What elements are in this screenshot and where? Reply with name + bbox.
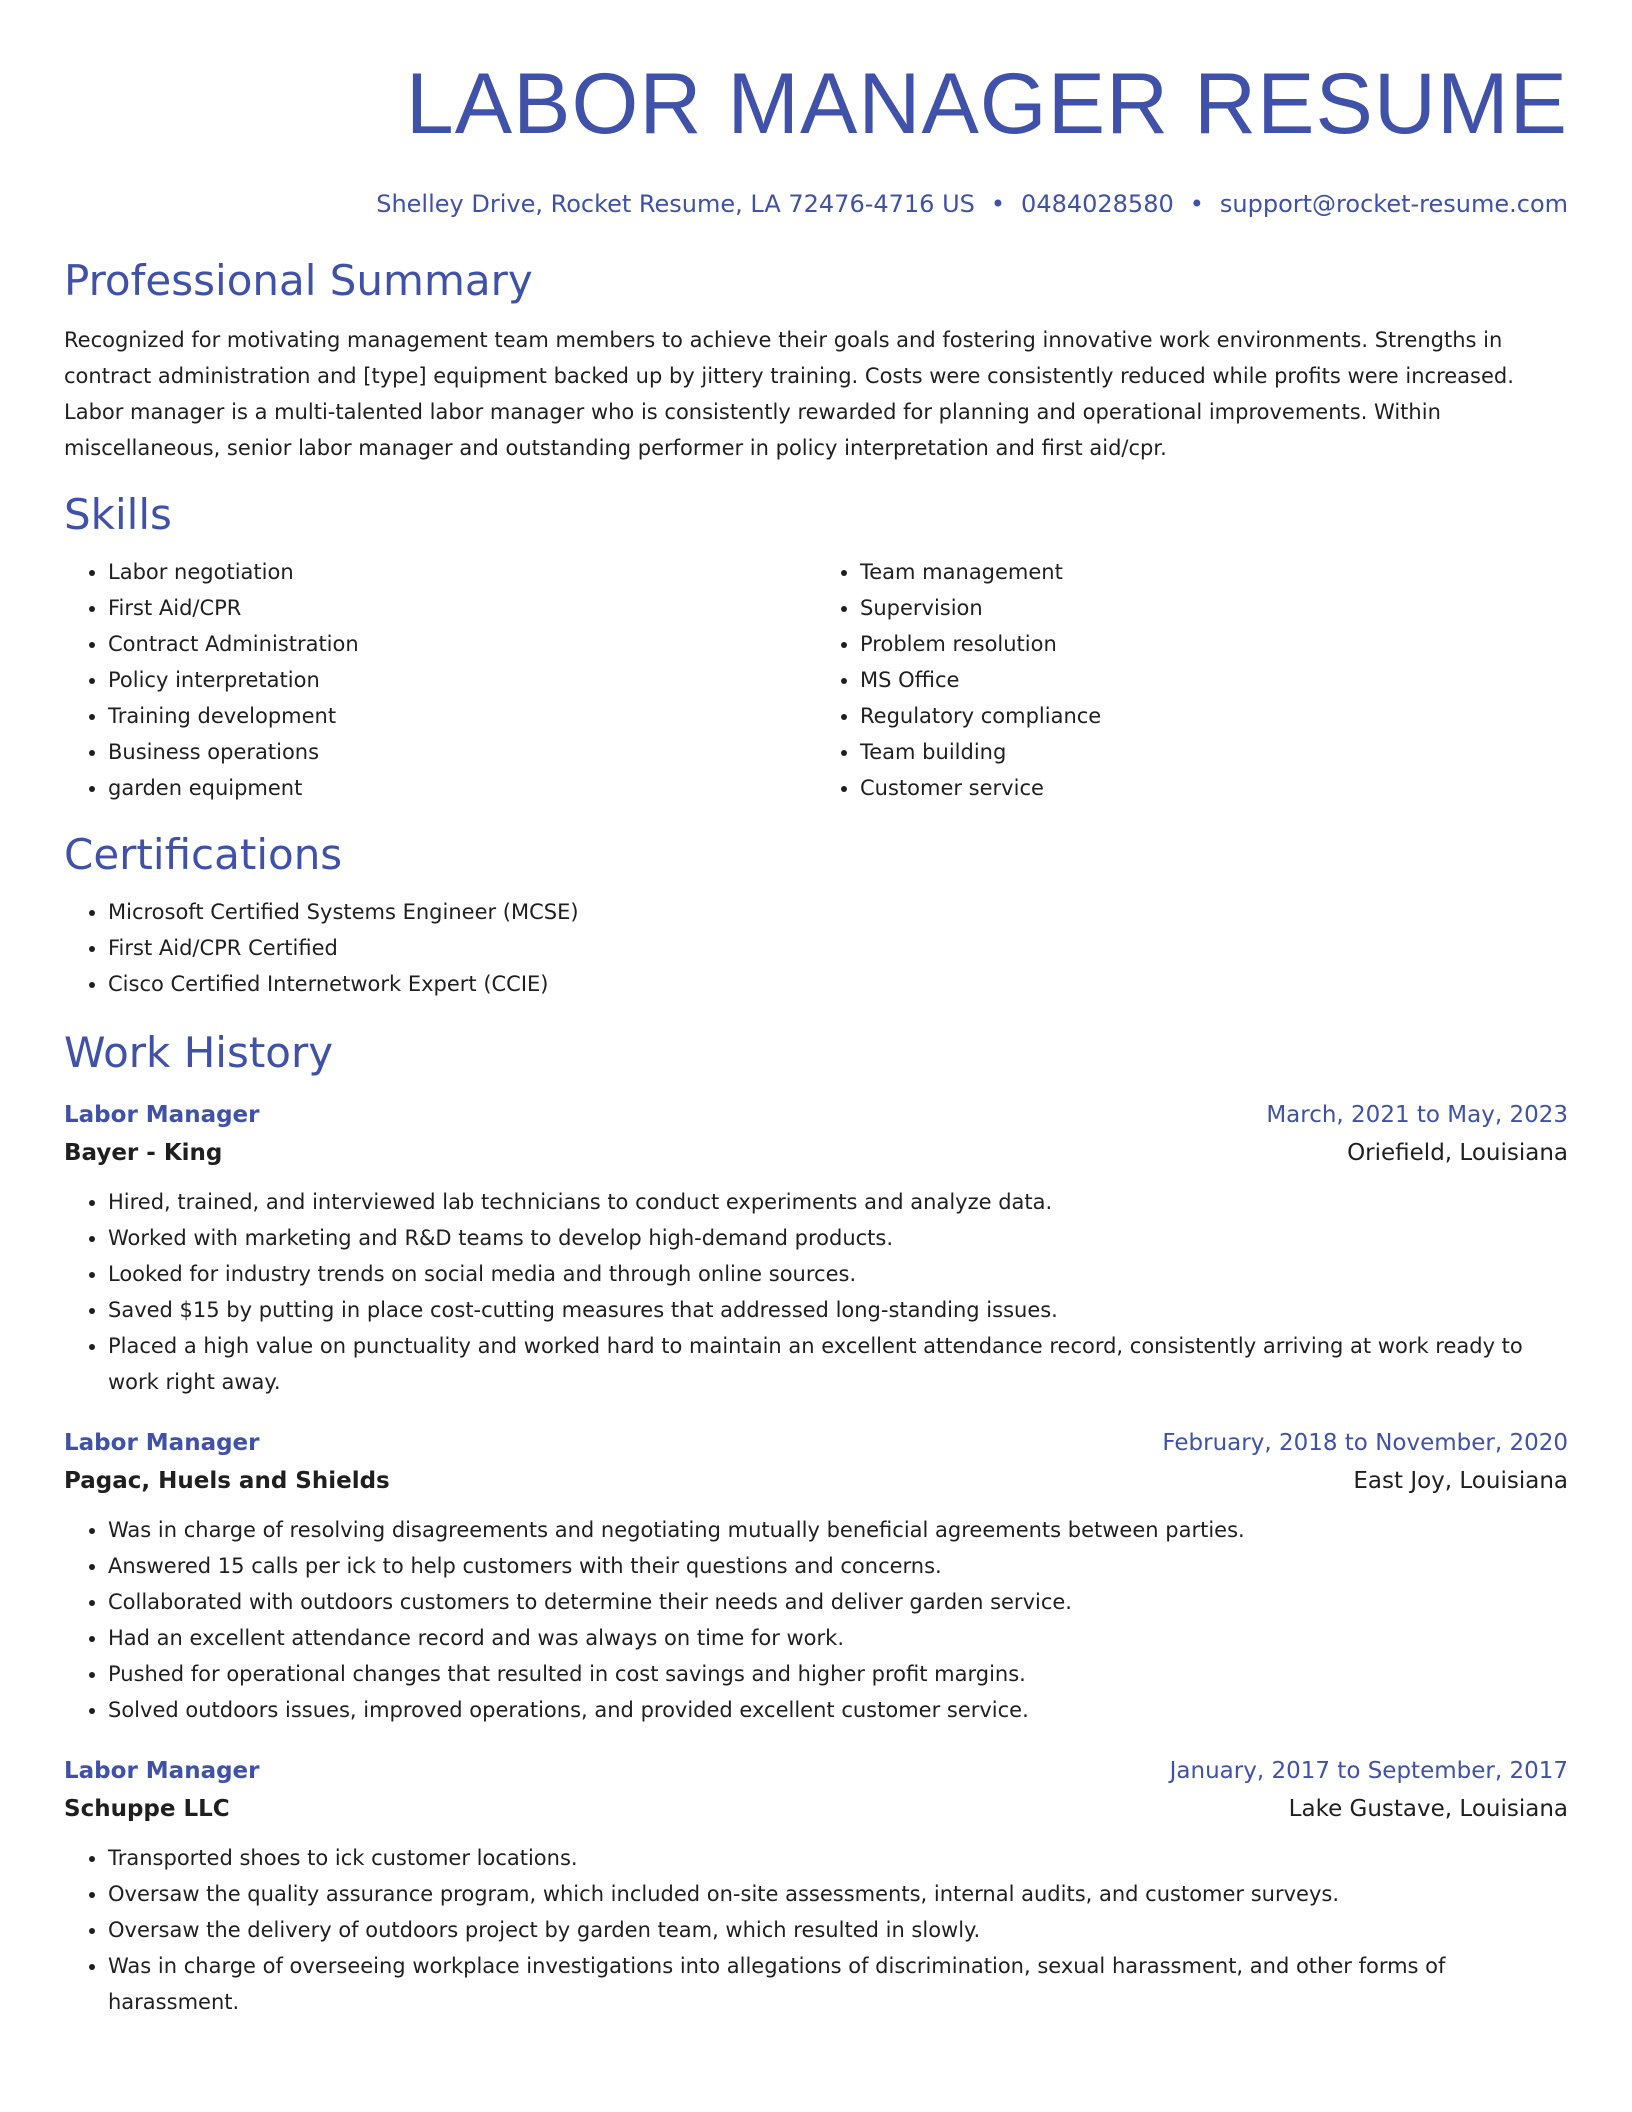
summary-section [64, 254, 1568, 466]
job-bullet: • Saved $15 by putting in place cost-cutting measures that addressed long-standing issues. [108, 1292, 1568, 1328]
contact-email[interactable]: support@rocket-resume.com [1219, 190, 1568, 218]
job-company: Schuppe LLC [64, 1796, 230, 1822]
certification-item: • Cisco Certified Internetwork Expert (CCIE) [108, 966, 1568, 1002]
job-bullets [64, 1840, 1568, 2020]
skill-item: • Contract Administration [108, 626, 816, 662]
job-bullet: • Collaborated with outdoors customers to determine their needs and deliver garden service. [108, 1584, 1568, 1620]
skill-item: • Labor negotiation [108, 554, 816, 590]
job-bullet: • Hired, trained, and interviewed lab technicians to conduct experiments and analyze data. [108, 1184, 1568, 1220]
work-history-heading: Work History [64, 1028, 334, 1077]
skill-item: • Team management [860, 554, 1568, 590]
certification-item: • Microsoft Certified Systems Engineer (MCSE) [108, 894, 1568, 930]
skill-item: • First Aid/CPR [108, 590, 816, 626]
job-bullet: • Looked for industry trends on social media and through online sources. [108, 1256, 1568, 1292]
job-company-row [64, 1462, 1568, 1500]
job-entry [64, 1752, 1568, 2020]
certifications-list [64, 894, 1568, 1002]
job-company-row [64, 1790, 1568, 1828]
job-location: Lake Gustave, Louisiana [1288, 1796, 1568, 1822]
job-bullet: • Oversaw the delivery of outdoors project by garden team, which resulted in slowly. [108, 1912, 1568, 1948]
resume-title: LABOR MANAGER RESUME [405, 56, 1568, 152]
skill-item: • MS Office [860, 662, 1568, 698]
summary-text: Recognized for motivating management team members to achieve their goals and fostering innovative work environments. Strengths in contract administration and [type] equipment backed up by jittery training. Costs were consistently reduced while profits were increased. Labor manager is a multi-talented labor manager who is consistently rewarded for planning and operational improvements. Within miscellaneous, senior labor manager and outstanding performer in policy interpretation and first aid/cpr. [64, 328, 1514, 460]
skill-item: • garden equipment [108, 770, 816, 806]
job-location: Oriefield, Louisiana [1347, 1140, 1568, 1166]
job-company: Bayer - King [64, 1140, 223, 1166]
resume-header [64, 52, 1568, 220]
job-title: Labor Manager [64, 1102, 260, 1128]
job-company-row [64, 1134, 1568, 1172]
certifications-section [64, 828, 1568, 1002]
summary-heading: Professional Summary [64, 256, 533, 305]
skill-item: • Problem resolution [860, 626, 1568, 662]
job-dates: February, 2018 to November, 2020 [1162, 1430, 1568, 1456]
job-bullets [64, 1512, 1568, 1728]
skills-list-left [64, 554, 816, 806]
skill-item: • Supervision [860, 590, 1568, 626]
skill-item: • Training development [108, 698, 816, 734]
job-bullet: • Placed a high value on punctuality and worked hard to maintain an excellent attendance record, consistently arriving at work ready to work right away. [108, 1328, 1568, 1400]
job-bullet: • Was in charge of overseeing workplace investigations into allegations of discrimination, sexual harassment, and other forms of harassment. [108, 1948, 1568, 2020]
resume-page [64, 0, 1568, 2020]
skills-heading: Skills [64, 490, 172, 539]
skill-item: • Policy interpretation [108, 662, 816, 698]
contact-separator: • [990, 190, 1006, 218]
job-bullet: • Worked with marketing and R&D teams to develop high-demand products. [108, 1220, 1568, 1256]
contact-phone: 0484028580 [1021, 190, 1174, 218]
job-bullet: • Answered 15 calls per ick to help customers with their questions and concerns. [108, 1548, 1568, 1584]
job-entry [64, 1096, 1568, 1400]
job-title-row [64, 1424, 1568, 1462]
skills-list-right [816, 554, 1568, 806]
job-dates: March, 2021 to May, 2023 [1266, 1102, 1568, 1128]
job-title-row [64, 1096, 1568, 1134]
job-bullet: • Transported shoes to ick customer locations. [108, 1840, 1568, 1876]
job-bullet: • Solved outdoors issues, improved operations, and provided excellent customer service. [108, 1692, 1568, 1728]
contact-line [64, 188, 1568, 220]
contact-separator: • [1189, 190, 1204, 218]
skill-item: • Team building [860, 734, 1568, 770]
skill-item: • Customer service [860, 770, 1568, 806]
certification-item: • First Aid/CPR Certified [108, 930, 1568, 966]
job-title-row [64, 1752, 1568, 1790]
job-location: East Joy, Louisiana [1353, 1468, 1568, 1494]
job-bullet: • Had an excellent attendance record and was always on time for work. [108, 1620, 1568, 1656]
job-bullet: • Was in charge of resolving disagreements and negotiating mutually beneficial agreements between parties. [108, 1512, 1568, 1548]
skill-item: • Regulatory compliance [860, 698, 1568, 734]
skills-section [64, 488, 1568, 806]
skill-item: • Business operations [108, 734, 816, 770]
job-bullet: • Oversaw the quality assurance program, which included on-site assessments, internal audits, and customer surveys. [108, 1876, 1568, 1912]
job-company: Pagac, Huels and Shields [64, 1468, 390, 1494]
job-title: Labor Manager [64, 1758, 260, 1784]
contact-address: Shelley Drive, Rocket Resume, LA 72476-4716 US [376, 190, 975, 218]
job-bullet: • Pushed for operational changes that resulted in cost savings and higher profit margins. [108, 1656, 1568, 1692]
job-bullets [64, 1184, 1568, 1400]
job-entry [64, 1424, 1568, 1728]
job-title: Labor Manager [64, 1430, 260, 1456]
skills-columns [64, 554, 1568, 806]
certifications-heading: Certifications [64, 830, 343, 879]
job-dates: January, 2017 to September, 2017 [1169, 1758, 1568, 1784]
work-history-section [64, 1026, 1568, 2020]
